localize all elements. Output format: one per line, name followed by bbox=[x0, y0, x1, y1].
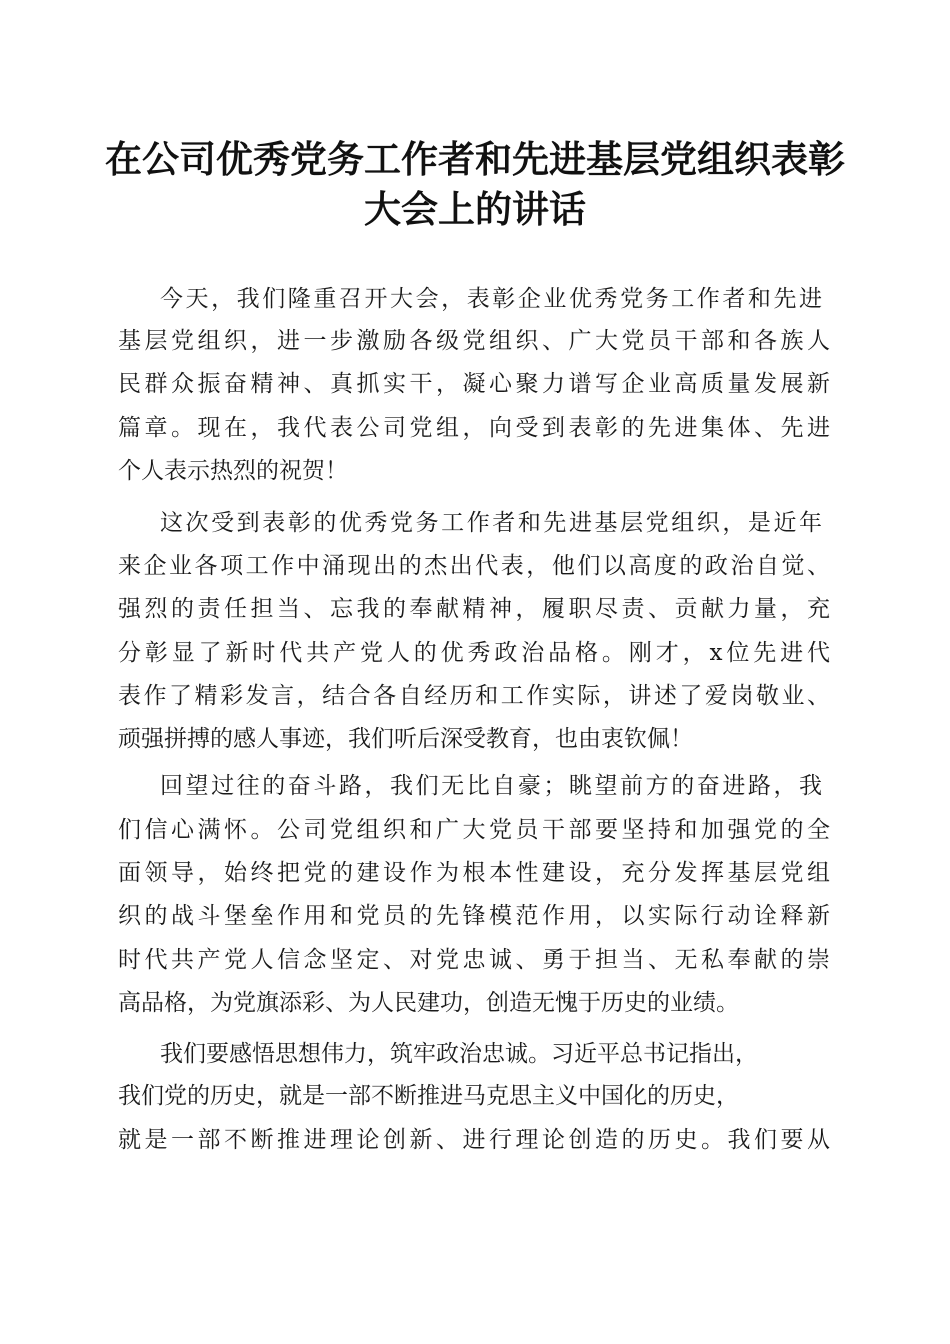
body-line: 面领导，始终把党的建设作为根本性建设，充分发挥基层党组 bbox=[118, 860, 830, 886]
body-line: 今天，我们隆重召开大会，表彰企业优秀党务工作者和先进 bbox=[160, 286, 822, 312]
body-line: 强烈的责任担当、忘我的奉献精神，履职尽责、贡献力量，充 bbox=[118, 596, 830, 622]
body-line: 篇章。现在，我代表公司党组，向受到表彰的先进集体、先进 bbox=[118, 415, 830, 441]
body-line: 回望过往的奋斗路，我们无比自豪；眺望前方的奋进路，我 bbox=[160, 773, 822, 799]
body-line: 顽强拼搏的感人事迹，我们听后深受教育，也由衷钦佩！ bbox=[118, 726, 693, 752]
body-line: 个人表示热烈的祝贺！ bbox=[118, 458, 348, 484]
body-line: 这次受到表彰的优秀党务工作者和先进基层党组织，是近年 bbox=[160, 510, 822, 536]
body-line: 我们要感悟思想伟力，筑牢政治忠诚。习近平总书记指出， bbox=[160, 1041, 758, 1067]
body-line: 时代共产党人信念坚定、对党忠诚、勇于担当、无私奉献的崇 bbox=[118, 947, 830, 973]
body-line: 们信心满怀。公司党组织和广大党员干部要坚持和加强党的全 bbox=[118, 817, 830, 843]
document-title-line-2: 大会上的讲话 bbox=[364, 187, 586, 231]
body-line: 织的战斗堡垒作用和党员的先锋模范作用，以实际行动诠释新 bbox=[118, 903, 830, 929]
document-title-line-1: 在公司优秀党务工作者和先进基层党组织表彰 bbox=[105, 137, 845, 181]
body-line: 表作了精彩发言，结合各自经历和工作实际，讲述了爱岗敬业、 bbox=[118, 683, 830, 709]
body-line: 分彰显了新时代共产党人的优秀政治品格。刚才，x位先进代 bbox=[118, 640, 830, 666]
body-line: 民群众振奋精神、真抓实干，凝心聚力谱写企业高质量发展新 bbox=[118, 371, 830, 397]
body-line: 就是一部不断推进理论创新、进行理论创造的历史。我们要从 bbox=[118, 1127, 830, 1153]
body-line: 我们党的历史，就是一部不断推进马克思主义中国化的历史， bbox=[118, 1083, 739, 1109]
body-line: 来企业各项工作中涌现出的杰出代表，他们以高度的政治自觉、 bbox=[118, 553, 830, 579]
body-line: 高品格，为党旗添彩、为人民建功，创造无愧于历史的业绩。 bbox=[118, 990, 739, 1016]
body-line: 基层党组织，进一步激励各级党组织、广大党员干部和各族人 bbox=[118, 328, 830, 354]
